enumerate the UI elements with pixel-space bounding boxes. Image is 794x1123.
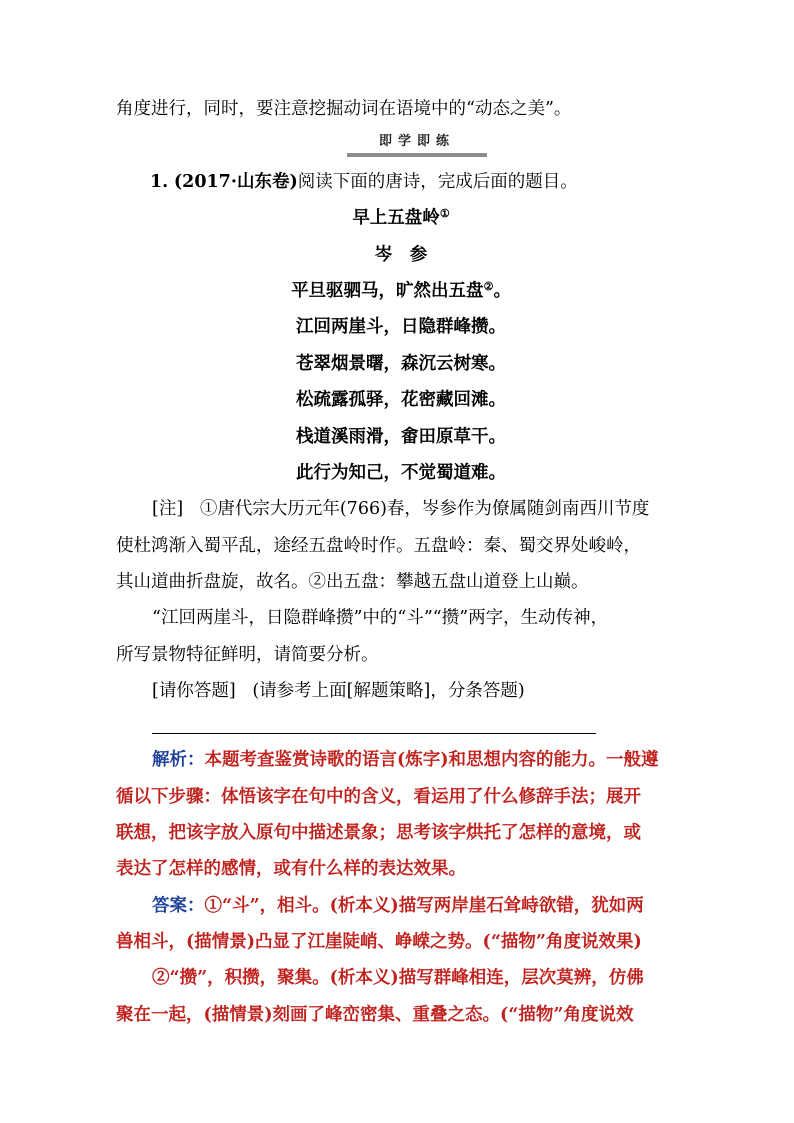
- intro-line: 角度进行，同时，要注意挖掘动词在语境中的“动态之美”。: [116, 99, 572, 119]
- answer-line: 聚在一起，(描情景)刻画了峰峦密集、重叠之态。(“描物”角度说效: [116, 1005, 634, 1025]
- answer-line: ②“攒”，积攒，聚集。(析本义)描写群峰相连，层次莫辨，仿佛: [152, 968, 644, 988]
- answer-colon: ：: [187, 896, 205, 916]
- question-number: 1.: [150, 172, 169, 192]
- analysis-line: 循以下步骤：体悟该字在句中的含义，看运用了什么修辞手法；展开: [116, 787, 641, 807]
- analysis-line: [152, 748, 722, 772]
- banner-underline: [347, 153, 487, 157]
- answer-separator: [152, 733, 596, 734]
- task-line: “江回两崖斗，日隐群峰攒”中的“斗”“攒”两字，生动传神，: [152, 608, 609, 628]
- answer-prompt: [152, 679, 722, 703]
- notes-line: 使杜鸿渐入蜀平乱，途经五盘岭时作。五盘岭：秦、蜀交界处峻岭，: [116, 536, 641, 556]
- poem-line-note: ②: [483, 280, 494, 293]
- poem-line: 江回两崖斗，日隐群峰攒。: [296, 317, 506, 337]
- analysis-colon: ：: [187, 750, 205, 770]
- task-line: 所写景物特征鲜明，请简要分析。: [116, 645, 379, 665]
- question-line: [150, 170, 720, 194]
- poem-line: 栈道溪雨滑，畬田原草干。: [296, 427, 506, 447]
- poem-title-text: 早上五盘岭: [352, 208, 440, 228]
- notes-line: 其山道曲折盘旋，故名。②出五盘：攀越五盘山道登上山巅。: [116, 572, 589, 592]
- poem-title: [116, 206, 686, 230]
- answer-line: 兽相斗，(描情景)凸显了江崖陡峭、峥嵘之势。(“描物”角度说效果): [116, 932, 642, 952]
- analysis-label: 解析: [152, 750, 187, 770]
- analysis-text: 本题考查鉴赏诗歌的语言(炼字)和思想内容的能力。一般遵: [204, 750, 659, 770]
- notes-line: [152, 497, 722, 521]
- question-source: (2017·山东卷): [173, 172, 298, 192]
- poem-line: [116, 279, 686, 303]
- poem-line: 松疏露孤驿，花密藏回滩。: [296, 390, 506, 410]
- question-prompt: 阅读下面的唐诗，完成后面的题目。: [297, 172, 578, 192]
- practice-banner: 即学即练: [378, 134, 455, 149]
- poem-title-note: ①: [439, 207, 450, 220]
- answer-prompt-label: [请你答题]: [152, 681, 236, 701]
- poem-line: 此行为知己，不觉蜀道难。: [296, 463, 506, 483]
- answer-line: [152, 894, 722, 918]
- answer-text: ①“斗”，相斗。(析本义)描写两岸崖石耸峙欲错，犹如两: [204, 896, 644, 916]
- analysis-line: 表达了怎样的感情，或有什么样的表达效果。: [116, 859, 466, 879]
- notes-text: ①唐代宗大历元年(766)春，岑参作为僚属随剑南西川节度: [199, 499, 650, 519]
- answer-label: 答案: [152, 896, 187, 916]
- notes-label: [注]: [152, 499, 184, 519]
- answer-prompt-text: (请参考上面[解题策略]，分条答题): [252, 681, 525, 701]
- poem-author: 岑 参: [374, 245, 428, 265]
- poem-line-text: 平旦驱驷马，旷然出五盘: [291, 281, 484, 301]
- analysis-line: 联想，把该字放入原句中描述景象；思考该字烘托了怎样的意境，或: [116, 823, 641, 843]
- poem-line-end: 。: [493, 281, 511, 301]
- poem-line: 苍翠烟景曙，森沉云树寒。: [296, 354, 506, 374]
